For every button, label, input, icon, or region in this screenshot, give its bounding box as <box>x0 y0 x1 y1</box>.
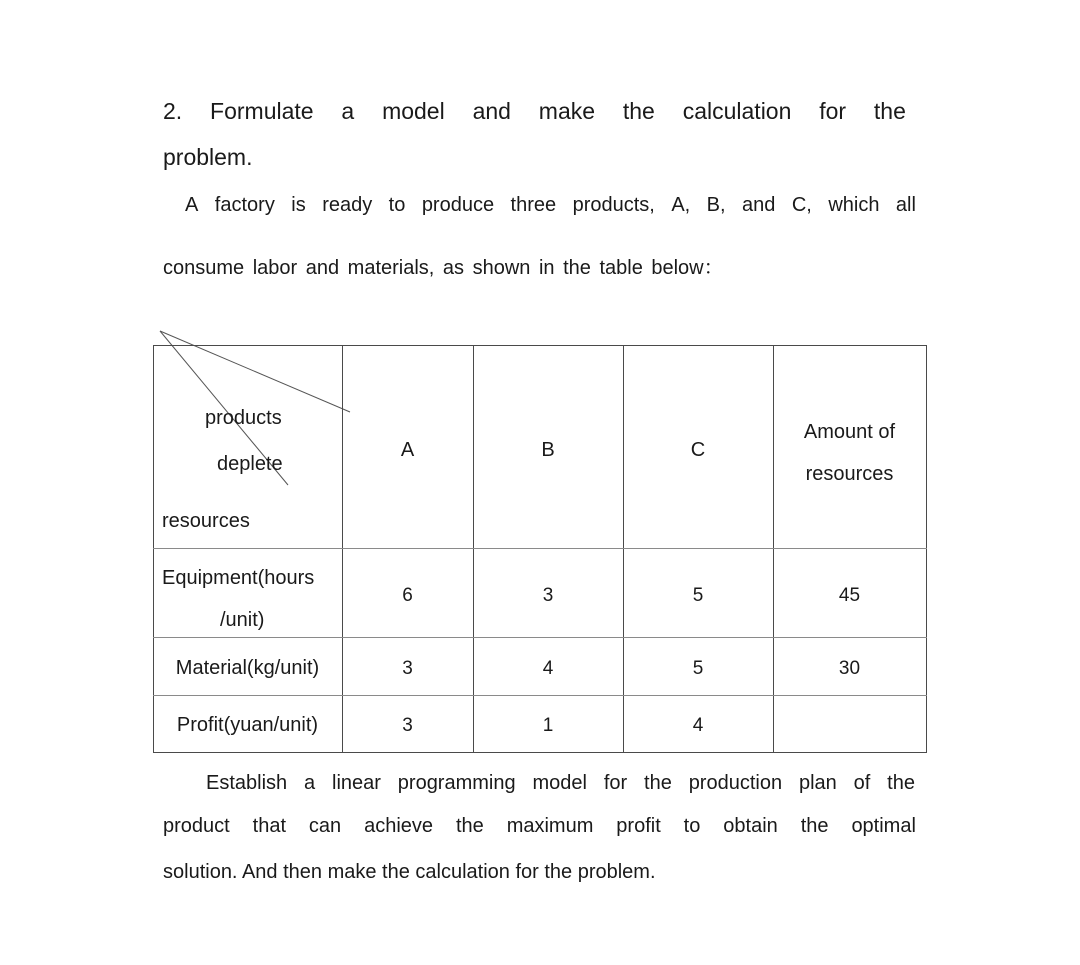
heading-word: make <box>538 98 596 124</box>
closing-word: of <box>853 772 871 794</box>
corner-label-resources: resources <box>162 510 250 532</box>
heading-line-2: problem. <box>163 144 253 170</box>
closing-word: obtain <box>723 815 778 837</box>
intro-word: ready <box>322 194 373 216</box>
row-label-equipment-line-1: Equipment(hours <box>162 567 315 589</box>
table-cell: 3 <box>402 658 413 679</box>
closing-word: to <box>683 815 701 837</box>
closing-word: a <box>304 772 316 794</box>
intro-line-1 <box>185 194 916 217</box>
closing-word: programming <box>397 772 516 794</box>
table-cell: 1 <box>542 715 554 736</box>
closing-word: product <box>163 815 230 837</box>
intro-word: which <box>828 194 880 216</box>
table-cell: 4 <box>692 715 704 736</box>
column-header-b: B <box>541 439 555 461</box>
intro-word: B, <box>706 194 726 216</box>
closing-word: can <box>308 815 342 837</box>
column-header-a: A <box>400 439 415 461</box>
intro-word: A <box>185 194 199 216</box>
row-label-profit: Profit(yuan/unit) <box>176 714 319 736</box>
closing-line-3: solution. And then make the calculation for the problem. <box>163 861 656 883</box>
intro-word: all <box>895 194 916 216</box>
intro-word: three <box>510 194 557 216</box>
corner-label-products: products <box>205 407 282 429</box>
resource-table <box>153 345 927 753</box>
closing-word: profit <box>616 815 661 837</box>
heading-word: calculation <box>682 98 792 124</box>
closing-line-2 <box>163 815 916 838</box>
heading-word: Formulate <box>210 98 314 124</box>
table-cell: 3 <box>542 585 554 606</box>
table-cell: 5 <box>692 658 704 679</box>
closing-word: achieve <box>364 815 434 837</box>
table-cell: 3 <box>402 715 413 736</box>
table-cell: 6 <box>402 585 413 606</box>
corner-label-deplete: deplete <box>217 453 283 475</box>
closing-word: that <box>252 815 286 837</box>
closing-word: optimal <box>851 815 916 837</box>
closing-word: plan <box>798 772 837 794</box>
closing-word: production <box>688 772 783 794</box>
row-label-equipment-line-2: /unit) <box>220 609 265 631</box>
intro-word: A, <box>671 194 691 216</box>
table-cell-amount: 30 <box>838 658 861 679</box>
closing-line-1 <box>206 772 915 795</box>
intro-line-2: consume labor and materials, as shown in the table below： <box>163 257 724 279</box>
closing-word: the <box>887 772 915 794</box>
intro-word: and <box>742 194 776 216</box>
heading-word: for <box>819 98 847 124</box>
intro-word: products, <box>572 194 655 216</box>
heading-word: the <box>622 98 655 124</box>
closing-word: the <box>455 815 484 837</box>
heading-word: and <box>472 98 511 124</box>
closing-word: Establish <box>206 772 288 794</box>
closing-word: for <box>603 772 628 794</box>
table-cell: 5 <box>692 585 704 606</box>
intro-word: C, <box>791 194 812 216</box>
table-cell: 4 <box>542 658 554 679</box>
heading-word: model <box>382 98 445 124</box>
heading-word: the <box>873 98 906 124</box>
closing-word: model <box>532 772 587 794</box>
intro-word: is <box>291 194 306 216</box>
heading-word: 2. <box>163 98 183 124</box>
table-cell-amount: 45 <box>838 585 861 606</box>
amount-header-line-2: resources <box>805 463 894 485</box>
closing-word: maximum <box>506 815 594 837</box>
closing-word: the <box>800 815 829 837</box>
column-header-c: C <box>690 439 706 461</box>
closing-word: the <box>644 772 672 794</box>
intro-word: to <box>388 194 406 216</box>
intro-word: factory <box>214 194 275 216</box>
intro-word: produce <box>421 194 495 216</box>
heading-word: a <box>341 98 355 124</box>
heading-line-1 <box>163 98 906 125</box>
closing-word: linear <box>332 772 381 794</box>
amount-header-line-1: Amount of <box>803 421 896 443</box>
row-label-material: Material(kg/unit) <box>175 657 320 679</box>
